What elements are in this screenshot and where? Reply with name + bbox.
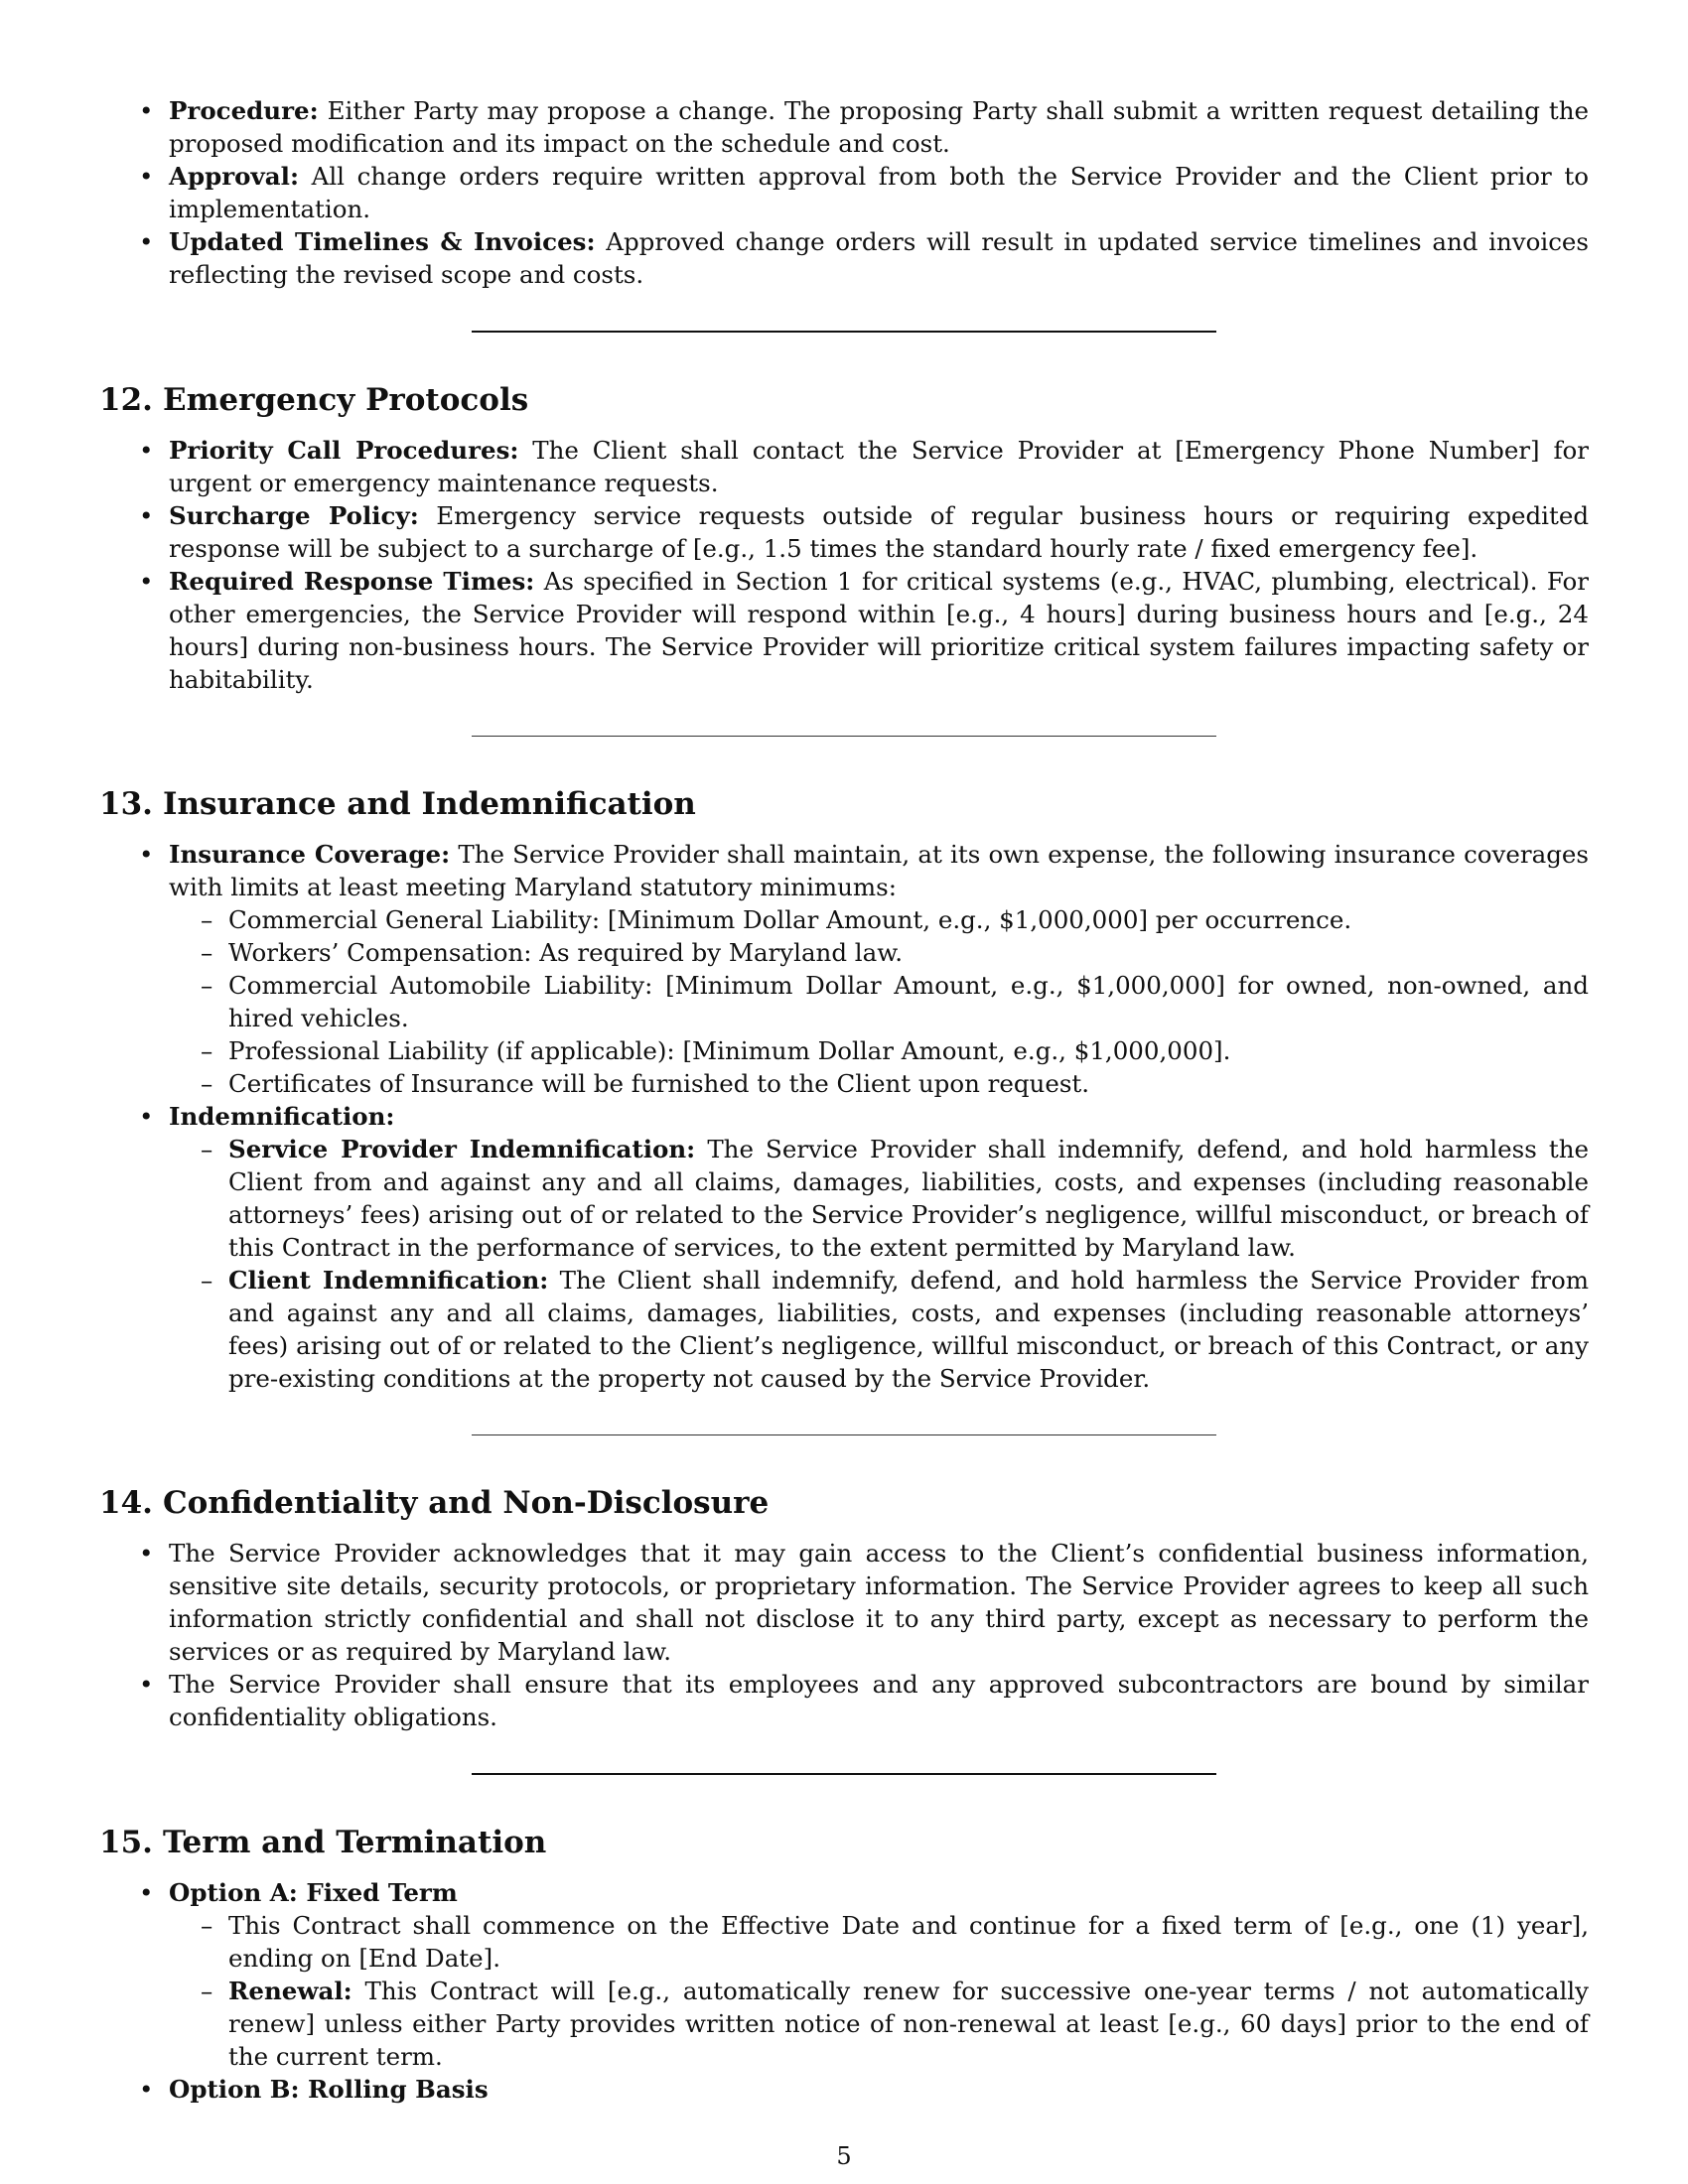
list-item: • Surcharge Policy: Emergency service requests outside of regular business hours or requiring expedited response will be subject to a surcharge of [e.g., 1.5 times the standard hourly rate / fixed emergency fee]. [169, 499, 1589, 565]
list-item: • Option B: Rolling Basis [169, 2073, 1589, 2106]
emergency-protocols-list [99, 434, 1589, 696]
list-item: • Updated Timelines & Invoices: Approved change orders will result in updated service timelines and invoices reflecting the revised scope and costs. [169, 225, 1589, 291]
option-a-sublist [169, 1909, 1589, 2073]
sublist-item: – Commercial General Liability: [Minimum Dollar Amount, e.g., $1,000,000] per occurrence. [228, 903, 1589, 936]
list-item: • Priority Call Procedures: The Client shall contact the Service Provider at [Emergency Phone Number] for urgent or emergency maintenance requests. [169, 434, 1589, 499]
section-divider [472, 1434, 1216, 1435]
section-heading-14: 14. Confidentiality and Non-Disclosure [99, 1485, 770, 1521]
sublist-item: – Commercial Automobile Liability: [Minimum Dollar Amount, e.g., $1,000,000] for owned, non-owned, and hired vehicles. [228, 969, 1589, 1034]
list-item: • Option A: Fixed Term – This Contract shall commence on the Effective Date and continue for a fixed term of [e.g., one (1) year], ending on [End Date]. – Renewal: This Contract will [e.g., automatically renew for successive one-year terms / not automatically renew] unless either Party provides written notice of non-renewal at least [e.g., 60 days] prior to the end of the current term. [169, 1876, 1589, 2073]
sublist-item: – Service Provider Indemnification: The Service Provider shall indemnify, defend, and hold harmless the Client from and against any and all claims, damages, liabilities, costs, and expenses (including reasonable attorneys’ fees) arising out of or related to the Service Provider’s negligence, willful misconduct, or breach of this Contract in the performance of services, to the extent permitted by Maryland law. [228, 1133, 1589, 1264]
list-item: • Approval: All change orders require written approval from both the Service Provider and the Client prior to implementation. [169, 160, 1589, 225]
list-item: • The Service Provider shall ensure that its employees and any approved subcontractors are bound by similar confidentiality obligations. [169, 1668, 1589, 1733]
sublist-item: – Renewal: This Contract will [e.g., automatically renew for successive one-year terms / not automatically renew] unless either Party provides written notice of non-renewal at least [e.g., 60 days] prior to the end of the current term. [228, 1975, 1589, 2073]
change-order-list [99, 94, 1589, 291]
document-page [99, 94, 1589, 2106]
coverage-sublist [169, 903, 1589, 1100]
sublist-item: – Workers’ Compensation: As required by Maryland law. [228, 936, 1589, 969]
sublist-item: – Professional Liability (if applicable): [Minimum Dollar Amount, e.g., $1,000,000]. [228, 1034, 1589, 1067]
list-item: • Insurance Coverage: The Service Provider shall maintain, at its own expense, the following insurance coverages with limits at least meeting Maryland statutory minimums: – Commercial General Liability: [Minimum Dollar Amount, e.g., $1,000,000] per occurrence. – Workers’ Compensation: As required by Maryland law. – Commercial Automobile Liability: [Minimum Dollar Amount, e.g., $1,000,000] for owned, non-owned, and hired vehicles. – Professional Liability (if applicable): [Minimum Dollar Amount, e.g., $1,000,000]. – Certificates of Insurance will be furnished to the Client upon request. [169, 838, 1589, 1100]
term-list [99, 1876, 1589, 2106]
confidentiality-list [99, 1537, 1589, 1733]
sublist-item: – Client Indemnification: The Client shall indemnify, defend, and hold harmless the Service Provider from and against any and all claims, damages, liabilities, costs, and expenses (including reasonable attorneys’ fees) arising out of or related to the Client’s negligence, willful misconduct, or breach of this Contract, or any pre-existing conditions at the property not caused by the Service Provider. [228, 1264, 1589, 1395]
list-item: • Required Response Times: As specified in Section 1 for critical systems (e.g., HVAC, plumbing, electrical). For other emergencies, the Service Provider will respond within [e.g., 4 hours] during business hours and [e.g., 24 hours] during non-business hours. The Service Provider will prioritize critical system failures impacting safety or habitability. [169, 565, 1589, 696]
section-heading-13: 13. Insurance and Indemnification [99, 786, 696, 822]
section-divider [472, 736, 1216, 737]
list-item: • Procedure: Either Party may propose a change. The proposing Party shall submit a written request detailing the proposed modification and its impact on the schedule and cost. [169, 94, 1589, 160]
list-item: • The Service Provider acknowledges that it may gain access to the Client’s confidential business information, sensitive site details, security protocols, or proprietary information. The Service Provider agrees to keep all such information strictly confidential and shall not disclose it to any third party, except as necessary to perform the services or as required by Maryland law. [169, 1537, 1589, 1668]
page-number: 5 [836, 2142, 852, 2170]
section-heading-15: 15. Term and Termination [99, 1825, 547, 1860]
section-heading-12: 12. Emergency Protocols [99, 382, 529, 418]
sublist-item: – Certificates of Insurance will be furnished to the Client upon request. [228, 1067, 1589, 1100]
insurance-list [99, 838, 1589, 1395]
indemnification-sublist [169, 1133, 1589, 1395]
sublist-item: – This Contract shall commence on the Effective Date and continue for a fixed term of [e.g., one (1) year], ending on [End Date]. [228, 1909, 1589, 1975]
section-divider [472, 1773, 1216, 1775]
list-item: • Indemnification: – Service Provider Indemnification: The Service Provider shall indemnify, defend, and hold harmless the Client from and against any and all claims, damages, liabilities, costs, and expenses (including reasonable attorneys’ fees) arising out of or related to the Service Provider’s negligence, willful misconduct, or breach of this Contract in the performance of services, to the extent permitted by Maryland law. – Client Indemnification: The Client shall indemnify, defend, and hold harmless the Service Provider from and against any and all claims, damages, liabilities, costs, and expenses (including reasonable attorneys’ fees) arising out of or related to the Client’s negligence, willful misconduct, or breach of this Contract, or any pre-existing conditions at the property not caused by the Service Provider. [169, 1100, 1589, 1395]
section-divider [472, 331, 1216, 333]
